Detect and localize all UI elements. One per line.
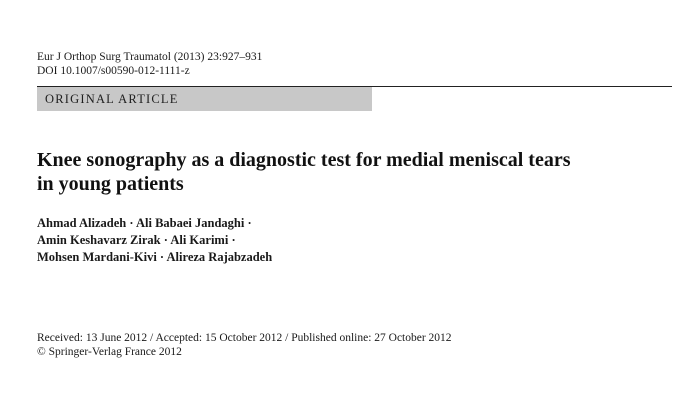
author-line-3: Mohsen Mardani-Kivi · Alireza Rajabzadeh	[37, 250, 273, 264]
article-type-label: ORIGINAL ARTICLE	[45, 92, 179, 106]
article-title-line-2: in young patients	[37, 173, 184, 195]
article-title-line-1: Knee sonography as a diagnostic test for medial meniscal tears	[37, 149, 571, 171]
doi-link[interactable]: DOI 10.1007/s00590-012-1111-z	[37, 65, 190, 77]
publication-dates: Received: 13 June 2012 / Accepted: 15 October 2012 / Published online: 27 October 2012	[37, 332, 452, 344]
journal-citation: Eur J Orthop Surg Traumatol (2013) 23:927–931	[37, 51, 263, 63]
author-line-2: Amin Keshavarz Zirak · Ali Karimi ·	[37, 233, 236, 247]
article-type-banner	[37, 87, 372, 111]
author-line-1: Ahmad Alizadeh · Ali Babaei Jandaghi ·	[37, 216, 252, 230]
author-list	[37, 215, 272, 266]
article-title	[37, 148, 677, 196]
copyright-notice: © Springer-Verlag France 2012	[37, 346, 182, 358]
